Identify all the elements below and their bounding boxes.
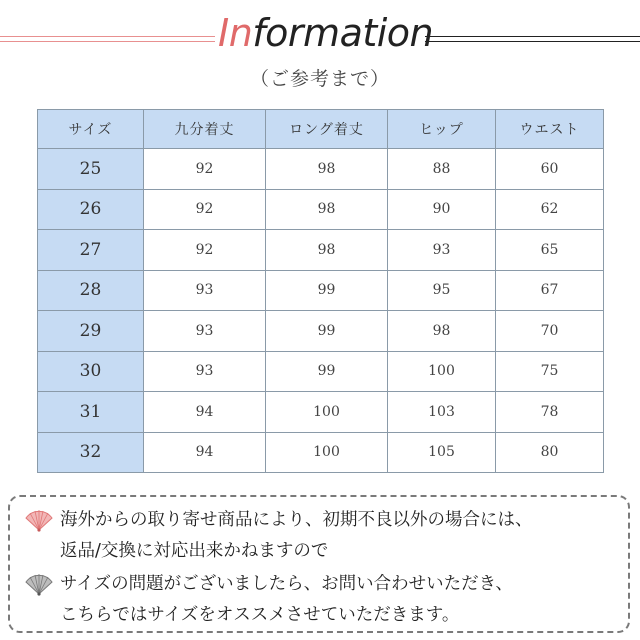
title-accent: In bbox=[218, 11, 253, 55]
left-rule bbox=[0, 36, 215, 37]
long-length-cell: 98 bbox=[266, 189, 388, 230]
size-table bbox=[37, 109, 604, 473]
size-cell: 29 bbox=[38, 311, 144, 352]
waist-cell: 70 bbox=[496, 311, 604, 352]
table-row bbox=[38, 311, 604, 352]
notes-box bbox=[8, 495, 630, 633]
ninth-length-cell: 92 bbox=[144, 149, 266, 190]
title-rest: formation bbox=[252, 11, 434, 55]
size-cell: 26 bbox=[38, 189, 144, 230]
header-hip: ヒップ bbox=[388, 110, 496, 149]
header-long-length: ロング着丈 bbox=[266, 110, 388, 149]
fan-icon bbox=[24, 572, 54, 596]
table-row bbox=[38, 432, 604, 473]
size-table-container bbox=[37, 109, 603, 473]
hip-cell: 105 bbox=[388, 432, 496, 473]
header bbox=[0, 0, 640, 100]
header-ninth-length: 九分着丈 bbox=[144, 110, 266, 149]
fan-icon bbox=[24, 508, 54, 532]
note-line: サイズの問題がございましたら、お問い合わせいただき、 bbox=[60, 574, 513, 594]
page-title bbox=[218, 8, 434, 58]
waist-cell: 62 bbox=[496, 189, 604, 230]
hip-cell: 100 bbox=[388, 351, 496, 392]
hip-cell: 88 bbox=[388, 149, 496, 190]
right-rule bbox=[425, 36, 640, 37]
size-cell: 28 bbox=[38, 270, 144, 311]
table-row bbox=[38, 392, 604, 433]
table-row bbox=[38, 149, 604, 190]
header-waist: ウエスト bbox=[496, 110, 604, 149]
hip-cell: 93 bbox=[388, 230, 496, 271]
table-row bbox=[38, 351, 604, 392]
ninth-length-cell: 93 bbox=[144, 270, 266, 311]
long-length-cell: 99 bbox=[266, 351, 388, 392]
ninth-length-cell: 93 bbox=[144, 311, 266, 352]
waist-cell: 78 bbox=[496, 392, 604, 433]
note-returns bbox=[24, 505, 624, 567]
ninth-length-cell: 93 bbox=[144, 351, 266, 392]
size-cell: 31 bbox=[38, 392, 144, 433]
hip-cell: 95 bbox=[388, 270, 496, 311]
note-line: 返品/交換に対応出来かねますので bbox=[60, 541, 329, 561]
ninth-length-cell: 94 bbox=[144, 392, 266, 433]
size-cell: 27 bbox=[38, 230, 144, 271]
size-cell: 30 bbox=[38, 351, 144, 392]
table-row bbox=[38, 230, 604, 271]
right-rule-lower bbox=[425, 41, 640, 42]
page-subtitle: （ご参考まで） bbox=[249, 68, 390, 90]
ninth-length-cell: 92 bbox=[144, 230, 266, 271]
table-row bbox=[38, 189, 604, 230]
table-header-row bbox=[38, 110, 604, 149]
size-cell: 32 bbox=[38, 432, 144, 473]
hip-cell: 103 bbox=[388, 392, 496, 433]
note-line: 海外からの取り寄せ商品により、初期不良以外の場合には、 bbox=[60, 510, 533, 530]
long-length-cell: 98 bbox=[266, 149, 388, 190]
hip-cell: 98 bbox=[388, 311, 496, 352]
left-rule-lower bbox=[0, 41, 215, 42]
waist-cell: 75 bbox=[496, 351, 604, 392]
long-length-cell: 99 bbox=[266, 311, 388, 352]
size-cell: 25 bbox=[38, 149, 144, 190]
note-size-advice bbox=[24, 569, 624, 631]
header-size: サイズ bbox=[38, 110, 144, 149]
waist-cell: 67 bbox=[496, 270, 604, 311]
ninth-length-cell: 92 bbox=[144, 189, 266, 230]
long-length-cell: 100 bbox=[266, 392, 388, 433]
table-row bbox=[38, 270, 604, 311]
hip-cell: 90 bbox=[388, 189, 496, 230]
note-line: こちらではサイズをオススメさせていただきます。 bbox=[60, 605, 460, 625]
ninth-length-cell: 94 bbox=[144, 432, 266, 473]
waist-cell: 65 bbox=[496, 230, 604, 271]
waist-cell: 60 bbox=[496, 149, 604, 190]
long-length-cell: 99 bbox=[266, 270, 388, 311]
long-length-cell: 100 bbox=[266, 432, 388, 473]
waist-cell: 80 bbox=[496, 432, 604, 473]
long-length-cell: 98 bbox=[266, 230, 388, 271]
